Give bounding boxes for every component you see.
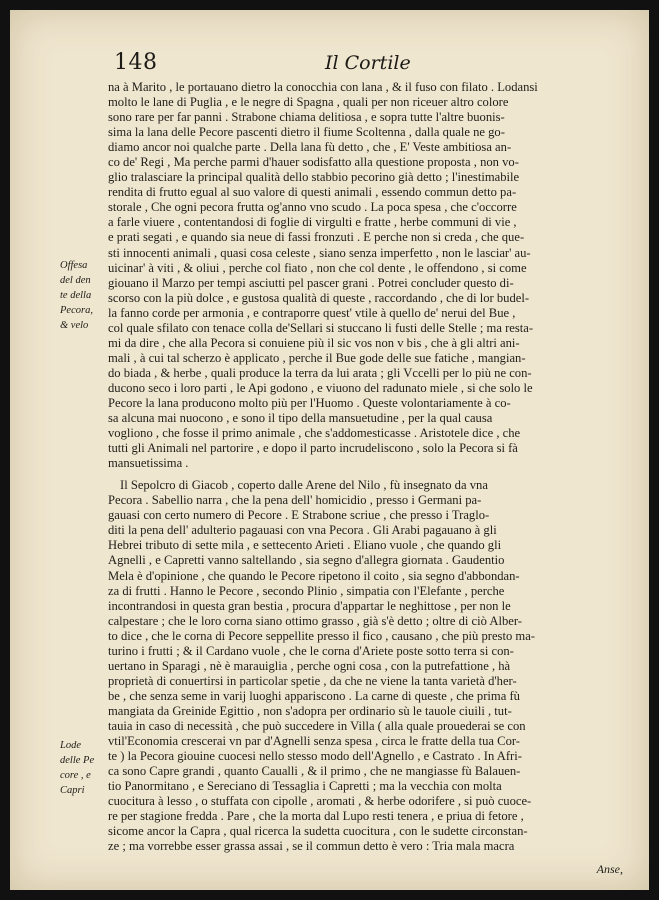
page-number: 148 xyxy=(114,50,158,75)
text-line: sono rare per far panni . Strabone chiama delitiosa , e sopra tutte l'altre buonis- xyxy=(108,110,505,125)
margin-note-line: delle Pe xyxy=(60,755,95,766)
text-line: turino i frutti ; & il Cardano vuole , che le corna d'Ariete poste sotto terra si con- xyxy=(108,643,514,658)
text-line: co de' Regi , Ma perche parmi d'hauer sodisfatto alla questione proposta , non vo- xyxy=(108,155,519,170)
text-line: ze ; ma vorrebbe esser grassa assai , se il commun detto è vero : Tria mala macra xyxy=(108,839,515,854)
text-line: rendita di frutto egual al suo valore di questi animali , essendo commun detto pa- xyxy=(108,185,517,200)
margin-note-line: te della xyxy=(60,290,92,301)
text-line: sti innocenti animali , quasi cosa celeste , siano senza imperfetto , non le lasciar' au- xyxy=(108,245,531,260)
text-line: sicome ancor la Capra , qual ricerca la sudetta cuocitura , con le sudette circonstan- xyxy=(108,824,528,839)
text-line: mali , à cui tal scherzo è applicato , perche il Bue gode delle sue fatiche , mangian- xyxy=(108,350,526,365)
margin-note-lode xyxy=(60,738,106,798)
margin-note-line: core , e xyxy=(60,770,91,781)
text-line: be , che senza seme in varij luoghi appariscono . La carne di queste , che prima fù xyxy=(108,688,520,703)
text-line: tutti gli Animali nel partorire , e dopo il parto incrudeliscono , solo la Pecora si fà xyxy=(108,441,518,456)
text-line: Pecore la lana producono molto più per l'Huomo . Queste volontariamente à co- xyxy=(108,395,511,410)
text-line: diamo ancor noi qualche parte . Della lana fù detto , che , E' Veste ambitiosa an- xyxy=(108,140,512,155)
text-line: gauasi con certo numero di Pecore . E Strabone scriue , che presso i Traglo- xyxy=(108,508,490,523)
text-line: ducono seco i loro parti , le Api godono , e viuono del radunato miele , si che solo le xyxy=(108,380,533,395)
text-line: Agnelli , e Capretti vanno saltellando , sia segno d'allegra giornata . Gaudentio xyxy=(108,553,505,568)
text-line: cuocitura à lesso , o stuffata con cipolle , aromati , & herbe odorifere , si può cuoce- xyxy=(108,794,532,809)
text-line: la fanno corde per armonia , e contraporre quest' vtile à quello de' nerui del Bue , xyxy=(108,305,516,320)
text-line: uicinar' à viti , & oliui , perche col fiato , non che col dente , le offendono , si come xyxy=(108,260,527,275)
paragraph-gap xyxy=(108,471,638,478)
text-line: sima la lana delle Pecore pascenti dietro il fiume Scoltenna , dalla quale ne go- xyxy=(108,125,505,140)
text-line: sa alcuna mai nuocono , e sono il tipo della mansuetudine , per la qual causa xyxy=(108,411,493,426)
text-line: na à Marito , le portauano dietro la conocchia con lana , & il fuso con filato . Lodansi xyxy=(108,80,538,94)
text-line: re per stagione fredda . Pare , che la morta dal Lupo resti tenera , e priua di fetore , xyxy=(108,809,524,824)
body-text xyxy=(108,80,638,854)
text-line: incontrandosi in questa gran bestia , procura d'appartar le neghittose , per non le xyxy=(108,598,511,613)
text-line: Mela è d'opinione , che quando le Pecore ripetono il coito , sia segno d'abbondan- xyxy=(108,568,520,583)
text-line: Pecora . Sabellio narra , che la pena dell' homicidio , presso i Germani pa- xyxy=(108,493,482,508)
text-line: a farle viuere , contentandosi di foglie di virgulti e fratte , herbe communi di vie , xyxy=(108,215,517,230)
text-line: scorso con la più dolce , e gustosa qualità di queste , raccordando , che di lor budel- xyxy=(108,290,530,305)
text-line: do biada , & herbe , quali produce la terra da lui arata ; gli Vccelli per lo più ne con- xyxy=(108,365,532,380)
text-line: diti la pena dell' adulterio pagauasi con vna Pecora . Gli Arabi pagauano à gli xyxy=(108,523,497,538)
text-line: storale , Che ogni pecora frutta og'anno vno scudo . La poca spesa , che c'occorre xyxy=(108,200,517,215)
catchword: Anse, xyxy=(596,862,623,876)
margin-note-line: del den xyxy=(60,275,91,286)
text-line: e prati segati , e quando sia neue di fassi fronzuti . E perche non si creda , che que- xyxy=(108,230,525,245)
text-line: molto le lane di Puglia , e le negre di Spagna , quali per non riceuer altro colore xyxy=(108,95,509,110)
text-line: glio tralasciare la principal qualità dello stabbio pecorino già detto ; l'inestimabile xyxy=(108,170,520,185)
text-line: ca sono Capre grandi , quanto Caualli , & il primo , che ne mangiasse fù Balauen- xyxy=(108,764,521,779)
margin-note-line: Capri xyxy=(60,785,85,796)
text-line: uertano in Sparagi , nè è marauiglia , perche ogni cosa , con la putrefattione , hà xyxy=(108,658,511,673)
text-line: col quale sfilato con tenace colla de'Sellari si stuccano li fusti delle Stelle ; ma resta- xyxy=(108,320,534,335)
margin-note-line: Pecora, xyxy=(60,305,93,316)
text-line: vogliono , che fosse il primo animale , che s'addomesticasse . Aristotele dice , che xyxy=(108,426,521,441)
book-page xyxy=(10,10,649,890)
text-line: te ) la Pecora giouine cuocesi nello stesso modo dell'Agnello , e Castrato . In Afri- xyxy=(108,749,522,764)
text-line: tio Panormitano , e Sereciano di Tessaglia i Capretti ; ma la vecchia con molta xyxy=(108,779,502,794)
text-line: mi da dire , che alla Pecora si conuiene più il sic vos non v bis , che à gli altri ani- xyxy=(108,335,520,350)
text-line: tauia in caso di necessità , che può succedere in Villa ( alla quale prouederai se con xyxy=(108,718,526,733)
text-line: mansuetissima . xyxy=(108,456,189,471)
text-line: giouano il Marzo per tempi asciutti pel pascer grani . Potrei concluder questo di- xyxy=(108,275,514,290)
text-line: za di frutti . Hanno le Pecore , secondo Plinio , simpatia con l'Elefante , perche xyxy=(108,583,505,598)
text-line: proprietà di conuertirsi in particolar spetie , da che ne viene la tanta varietà d'her- xyxy=(108,673,517,688)
text-line: to dice , che le corna di Pecore seppellite presso il fico , causano , che più presto ma- xyxy=(108,628,535,643)
running-head: Il Cortile xyxy=(325,52,411,74)
text-line: calpestare ; che le loro corna siano ottimo grasso , già s'è detto ; oltre di ciò Alber- xyxy=(108,613,522,628)
text-line: Hebrei tributo di sette mila , e settecento Arieti . Eliano vuole , che quando gli xyxy=(108,538,502,553)
margin-note-line: Offesa xyxy=(60,260,88,271)
text-line: vtil'Economia crescerai vn par d'Agnelli senza spesa , circa le fratte della tua Cor- xyxy=(108,734,521,749)
margin-note-offesa xyxy=(60,258,106,333)
text-line: Il Sepolcro di Giacob , coperto dalle Arene del Nilo , fù insegnato da vna xyxy=(120,478,488,493)
margin-note-line: Lode xyxy=(60,740,81,751)
text-line: mangiata da Greinide Egittio , non s'adopra per ordinario sù le tauole ciuili , tut- xyxy=(108,703,512,718)
margin-note-line: & velo xyxy=(60,320,89,331)
